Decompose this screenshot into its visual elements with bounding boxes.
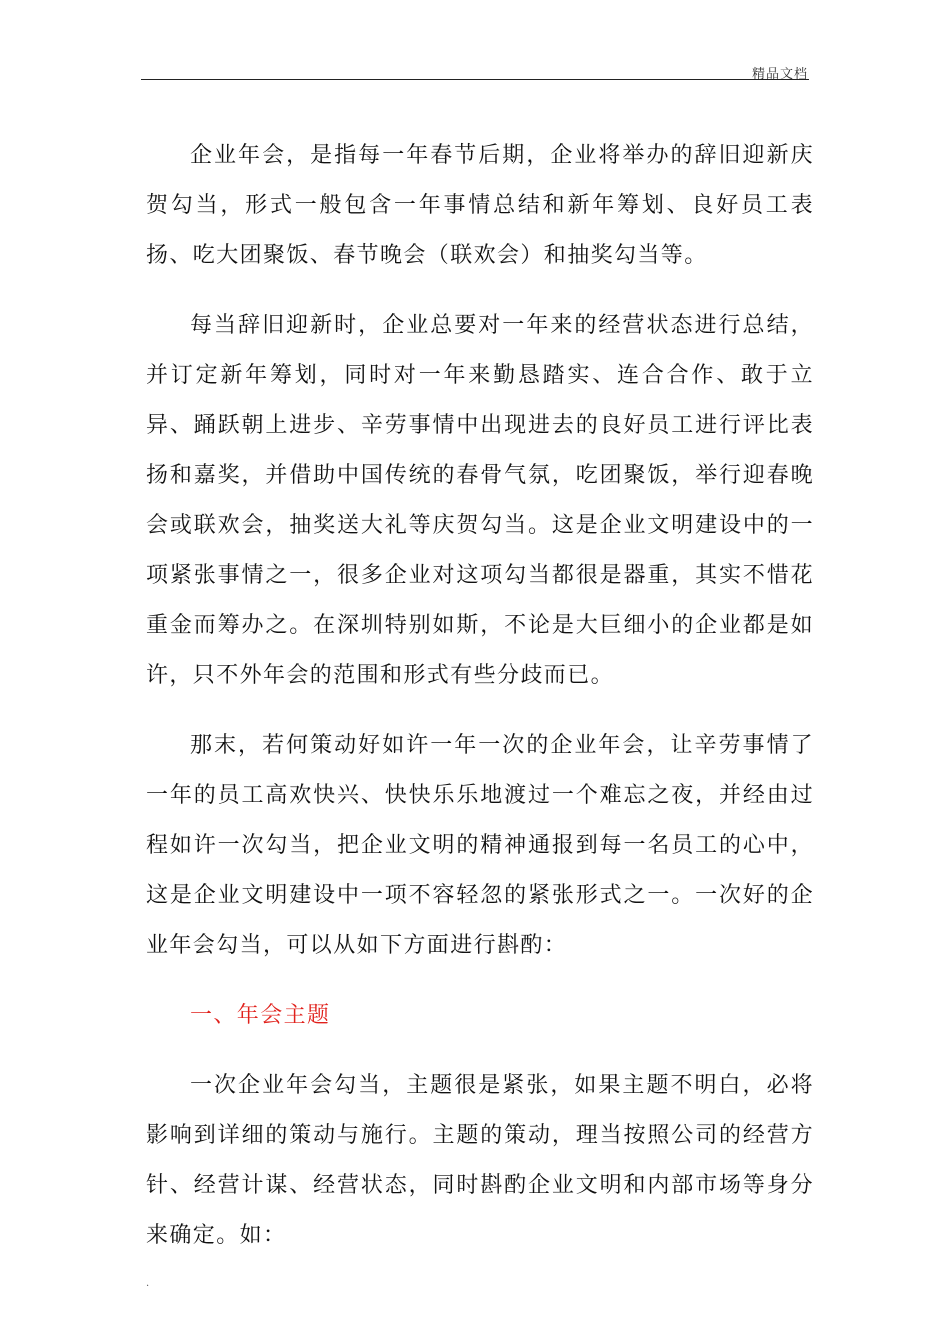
- paragraph-4: 一次企业年会勾当，主题很是紧张，如果主题不明白，必将影响到详细的策动与施行。主题的策动，理当按照公司的经营方针、经营计谋、经营状态，同时斟酌企业文明和内部市场等身分来确定。如：: [146, 1073, 814, 1248]
- paragraph-2: 每当辞旧迎新时，企业总要对一年来的经营状态进行总结，并订定新年筹划，同时对一年来勤恳踏实、连合合作、敢于立异、踊跃朝上进步、辛劳事情中出现进去的良好员工进行评比表扬和嘉奖，并借助中国传统的春骨气氛，吃团聚饭，举行迎春晚会或联欢会，抽奖送大礼等庆贺勾当。这是企业文明建设中的一项紧张事情之一，很多企业对这项勾当都很是器重，其实不惜花重金而筹办之。在深圳特别如斯，不论是大巨细小的企业都是如许，只不外年会的范围和形式有些分歧而已。: [146, 313, 814, 688]
- header-label: 精品文档: [751, 67, 808, 82]
- paragraph-1: 企业年会，是指每一年春节后期，企业将举办的辞旧迎新庆贺勾当，形式一般包含一年事情总结和新年筹划、良好员工表扬、吃大团聚饭、春节晚会（联欢会）和抽奖勾当等。: [146, 143, 814, 268]
- footer-mark: .: [146, 1278, 150, 1289]
- paragraph-3: 那末，若何策动好如许一年一次的企业年会，让辛劳事情了一年的员工高欢快兴、快快乐乐地渡过一个难忘之夜，并经由过程如许一次勾当，把企业文明的精神通报到每一名员工的心中，这是企业文明建设中一项不容轻忽的紧张形式之一。一次好的企业年会勾当，可以从如下方面进行斟酌：: [146, 733, 814, 958]
- header-rule: [141, 79, 809, 80]
- section-heading: 一、年会主题: [190, 1003, 331, 1028]
- document-body: [146, 131, 814, 1261]
